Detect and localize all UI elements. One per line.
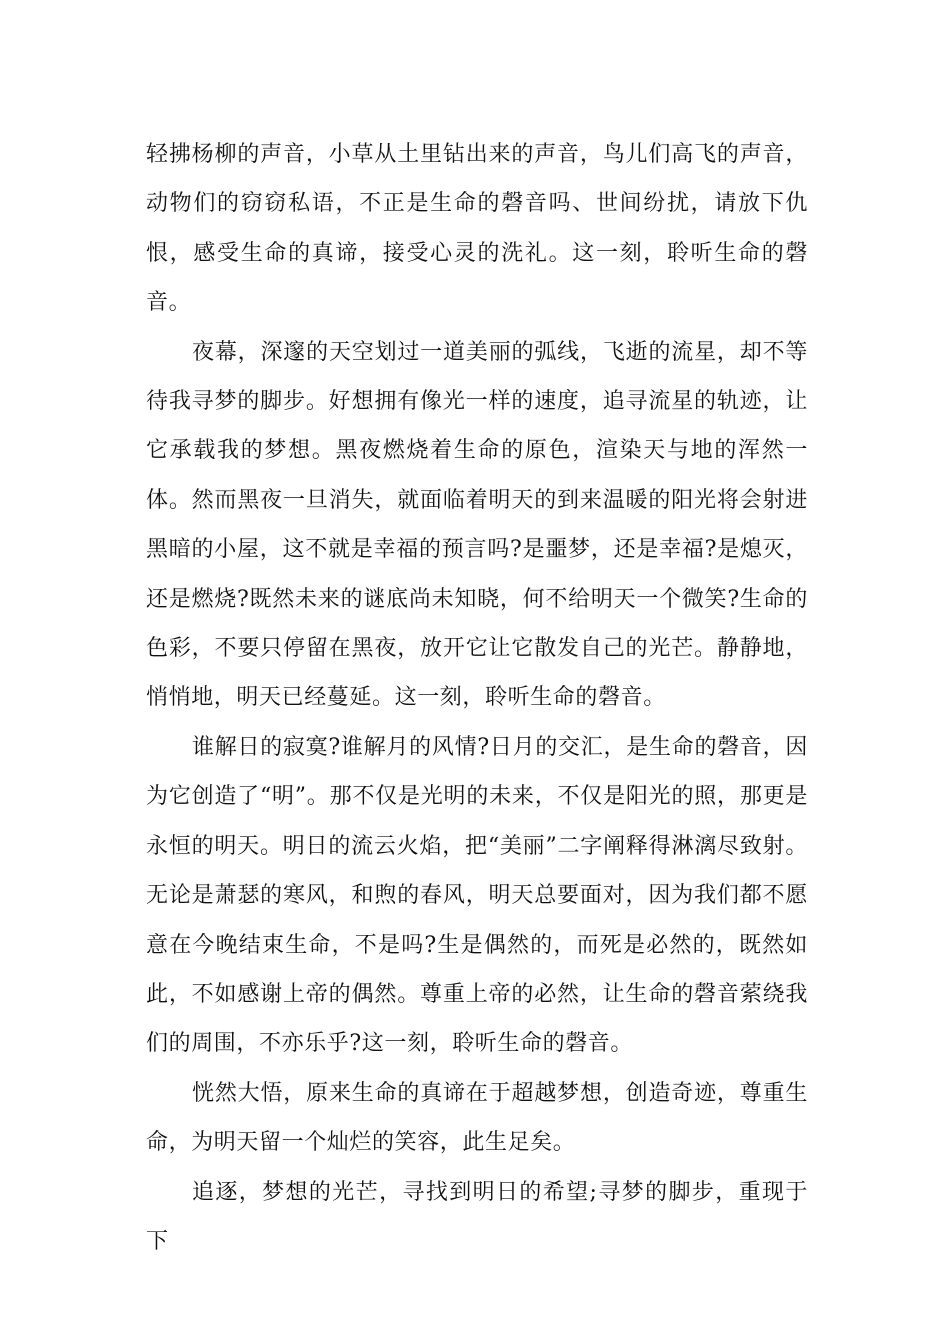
paragraph-2: 夜幕，深邃的天空划过一道美丽的弧线，飞逝的流星，却不等待我寻梦的脚步。好想拥有像光一样的速度，追寻流星的轨迹，让它承载我的梦想。黑夜燃烧着生命的原色，渲染天与地的浑然一体。然而黑夜一旦消失，就面临着明天的到来温暖的阳光将会射进黑暗的小屋，这不就是幸福的预言吗?是噩梦，还是幸福?是熄灭，还是燃烧?既然未来的谜底尚未知晓，何不给明天一个微笑?生命的色彩，不要只停留在黑夜，放开它让它散发自己的光芒。静静地，悄悄地，明天已经蔓延。这一刻，聆听生命的磬音。 xyxy=(146,339,808,711)
paragraph-3: 谁解日的寂寞?谁解月的风情?日月的交汇，是生命的磬音，因为它创造了“明”。那不仅是光明的未来，不仅是阳光的照，那更是永恒的明天。明日的流云火焰，把“美丽”二字阐释得淋漓尽致射。无论是萧瑟的寒风，和煦的春风，明天总要面对，因为我们都不愿意在今晚结束生命，不是吗?生是偶然的，而死是必然的，既然如此，不如感谢上帝的偶然。尊重上帝的必然，让生命的磬音萦绕我们的周围，不亦乐乎?这一刻，聆听生命的磬音。 xyxy=(146,734,808,1057)
document-body xyxy=(146,130,808,1266)
paragraph-5: 追逐，梦想的光芒，寻找到明日的希望;寻梦的脚步，重现于下 xyxy=(146,1179,808,1254)
paragraph-1: 轻拂杨柳的声音，小草从土里钻出来的声音，鸟儿们高飞的声音，动物们的窃窃私语，不正是生命的磬音吗、世间纷扰，请放下仇恨，感受生命的真谛，接受心灵的洗礼。这一刻，聆听生命的磬音。 xyxy=(146,142,808,316)
paragraph-4: 恍然大悟，原来生命的真谛在于超越梦想，创造奇迹，尊重生命，为明天留一个灿烂的笑容，此生足矣。 xyxy=(146,1080,808,1156)
